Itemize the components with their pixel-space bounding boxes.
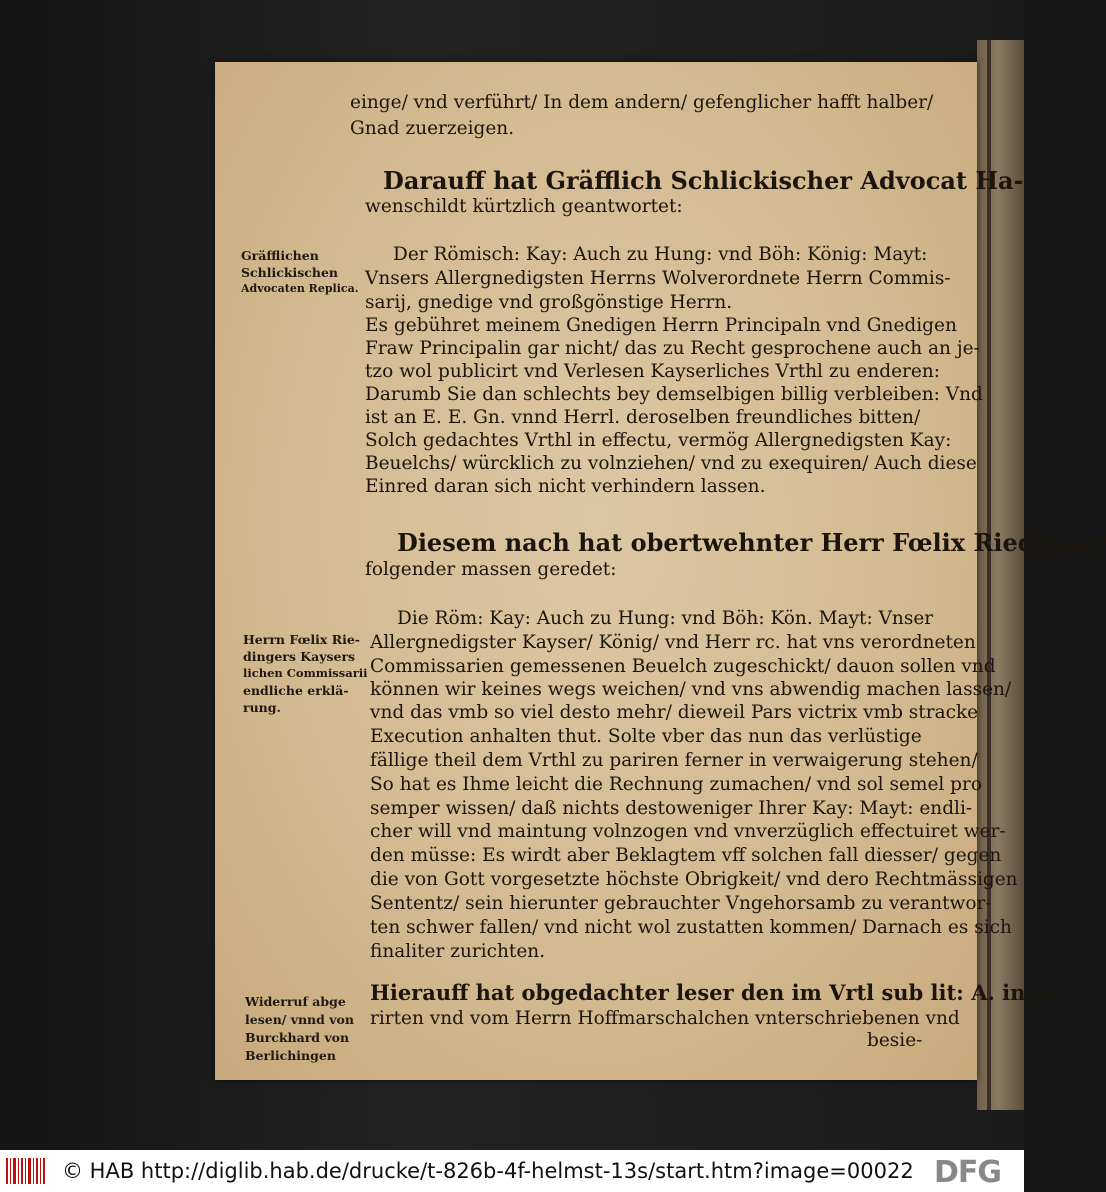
margin-note: Gräfflichen <box>241 248 319 263</box>
margin-note: dingers Kaysers <box>243 649 356 664</box>
text-line: Execution anhalten thut. Solte vber das nun das verlüstige <box>370 726 922 747</box>
text-line: wenschildt kürtzlich geantwortet: <box>365 196 683 217</box>
text-line: Darumb Sie dan schlechts bey demselbigen billig verbleiben: Vnd <box>365 384 983 405</box>
text-line: So hat es Ihme leicht die Rechnung zumachen/ vnd sol semel pro <box>370 774 983 795</box>
text-line: sarij, gnedige vnd großgönstige Herrn. <box>365 292 733 313</box>
section-heading: Darauff hat Gräfflich Schlickischer Advocat Ha- <box>383 166 1024 195</box>
text-line: Sententz/ sein hierunter gebrauchter Vngehorsamb zu verantwor- <box>370 893 992 914</box>
text-line: vnd das vmb so viel desto mehr/ dieweil Pars victrix vmb stracke <box>370 702 979 723</box>
margin-note: Berlichingen <box>245 1048 336 1063</box>
text-line: Einred daran sich nicht verhindern lassen. <box>365 476 766 497</box>
text-line: Die Röm: Kay: Auch zu Hung: vnd Böh: Kön. Mayt: Vnser <box>397 608 934 629</box>
text-line: Vnsers Allergnedigsten Herrns Wolverordnete Herrn Commis- <box>365 268 951 289</box>
source-url[interactable]: © HAB http://diglib.hab.de/drucke/t-826b-4f-helmst-13s/start.htm?image=00022 <box>62 1159 914 1183</box>
margin-note: Schlickischen <box>241 265 339 280</box>
text-line: semper wissen/ daß nichts destoweniger Ihrer Kay: Mayt: endli- <box>370 798 973 819</box>
text-line: den müsse: Es wirdt aber Beklagtem vff solchen fall diesser/ gegen <box>370 845 1002 866</box>
margin-note: Advocaten Replica. <box>241 282 359 295</box>
text-line: tzo wol publicirt vnd Verlesen Kayserliches Vrthl zu enderen: <box>365 361 940 382</box>
margin-note: Widerruf abge <box>245 994 346 1009</box>
book-page <box>215 62 1106 1080</box>
text-line: ist an E. E. Gn. vnnd Herrl. deroselben freundliches bitten/ <box>365 407 921 428</box>
margin-note: endliche erklä- <box>243 683 349 698</box>
text-line: Beuelchs/ würcklich zu volnziehen/ vnd zu exequiren/ Auch diese <box>365 453 977 474</box>
text-line: Der Römisch: Kay: Auch zu Hung: vnd Böh: König: Mayt: <box>393 244 928 265</box>
attribution-footer <box>0 1150 1024 1192</box>
text-line: Solch gedachtes Vrthl in effectu, vermög Allergnedigsten Kay: <box>365 430 952 451</box>
text-line: cher will vnd maintung volnzogen vnd vnverzüglich effectuiret wer- <box>370 821 1006 842</box>
barcode-icon <box>6 1158 46 1184</box>
page-gutter-edge <box>987 40 991 1110</box>
dfg-logo: DFG <box>934 1155 1002 1190</box>
text-line: Fraw Principalin gar nicht/ das zu Recht gesprochene auch an je- <box>365 338 980 359</box>
section-heading: Diesem nach hat obertwehnter Herr Fœlix Riedinger <box>397 528 1106 557</box>
text-line: finaliter zurichten. <box>370 941 546 962</box>
margin-note: lichen Commissarii <box>243 666 368 680</box>
text-line: fällige theil dem Vrthl zu pariren ferner in verwaigerung stehen/ <box>370 750 978 771</box>
text-line: können wir keines wegs weichen/ vnd vns abwendig machen lassen/ <box>370 679 1012 700</box>
catchword: besie- <box>867 1030 923 1051</box>
text-line: die von Gott vorgesetzte höchste Obrigkeit/ vnd dero Rechtmässigen <box>370 869 1018 890</box>
next-page-edge <box>977 40 1024 1110</box>
text-line: Allergnedigster Kayser/ König/ vnd Herr rc. hat vns verordneten <box>370 632 976 653</box>
section-heading: Hierauff hat obgedachter leser den im Vrtl sub lit: A. inse- <box>370 980 1060 1005</box>
text-line: Es gebühret meinem Gnedigen Herrn Principaln vnd Gnedigen <box>365 315 957 336</box>
text-line: einge/ vnd verführt/ In dem andern/ gefenglicher hafft halber/ <box>350 92 934 113</box>
margin-note: Burckhard von <box>245 1030 350 1045</box>
text-line: rirten vnd vom Herrn Hoffmarschalchen vnterschriebenen vnd <box>370 1008 960 1029</box>
margin-note: lesen/ vnnd von <box>245 1012 354 1027</box>
text-line: Gnad zuerzeigen. <box>350 118 515 139</box>
text-line: Commissarien gemessenen Beuelch zugeschickt/ dauon sollen vnd <box>370 656 996 677</box>
margin-note: rung. <box>243 700 281 715</box>
margin-note: Herrn Fœlix Rie- <box>243 632 360 647</box>
text-line: ten schwer fallen/ vnd nicht wol zustatten kommen/ Darnach es sich <box>370 917 1012 938</box>
text-line: folgender massen geredet: <box>365 559 617 580</box>
